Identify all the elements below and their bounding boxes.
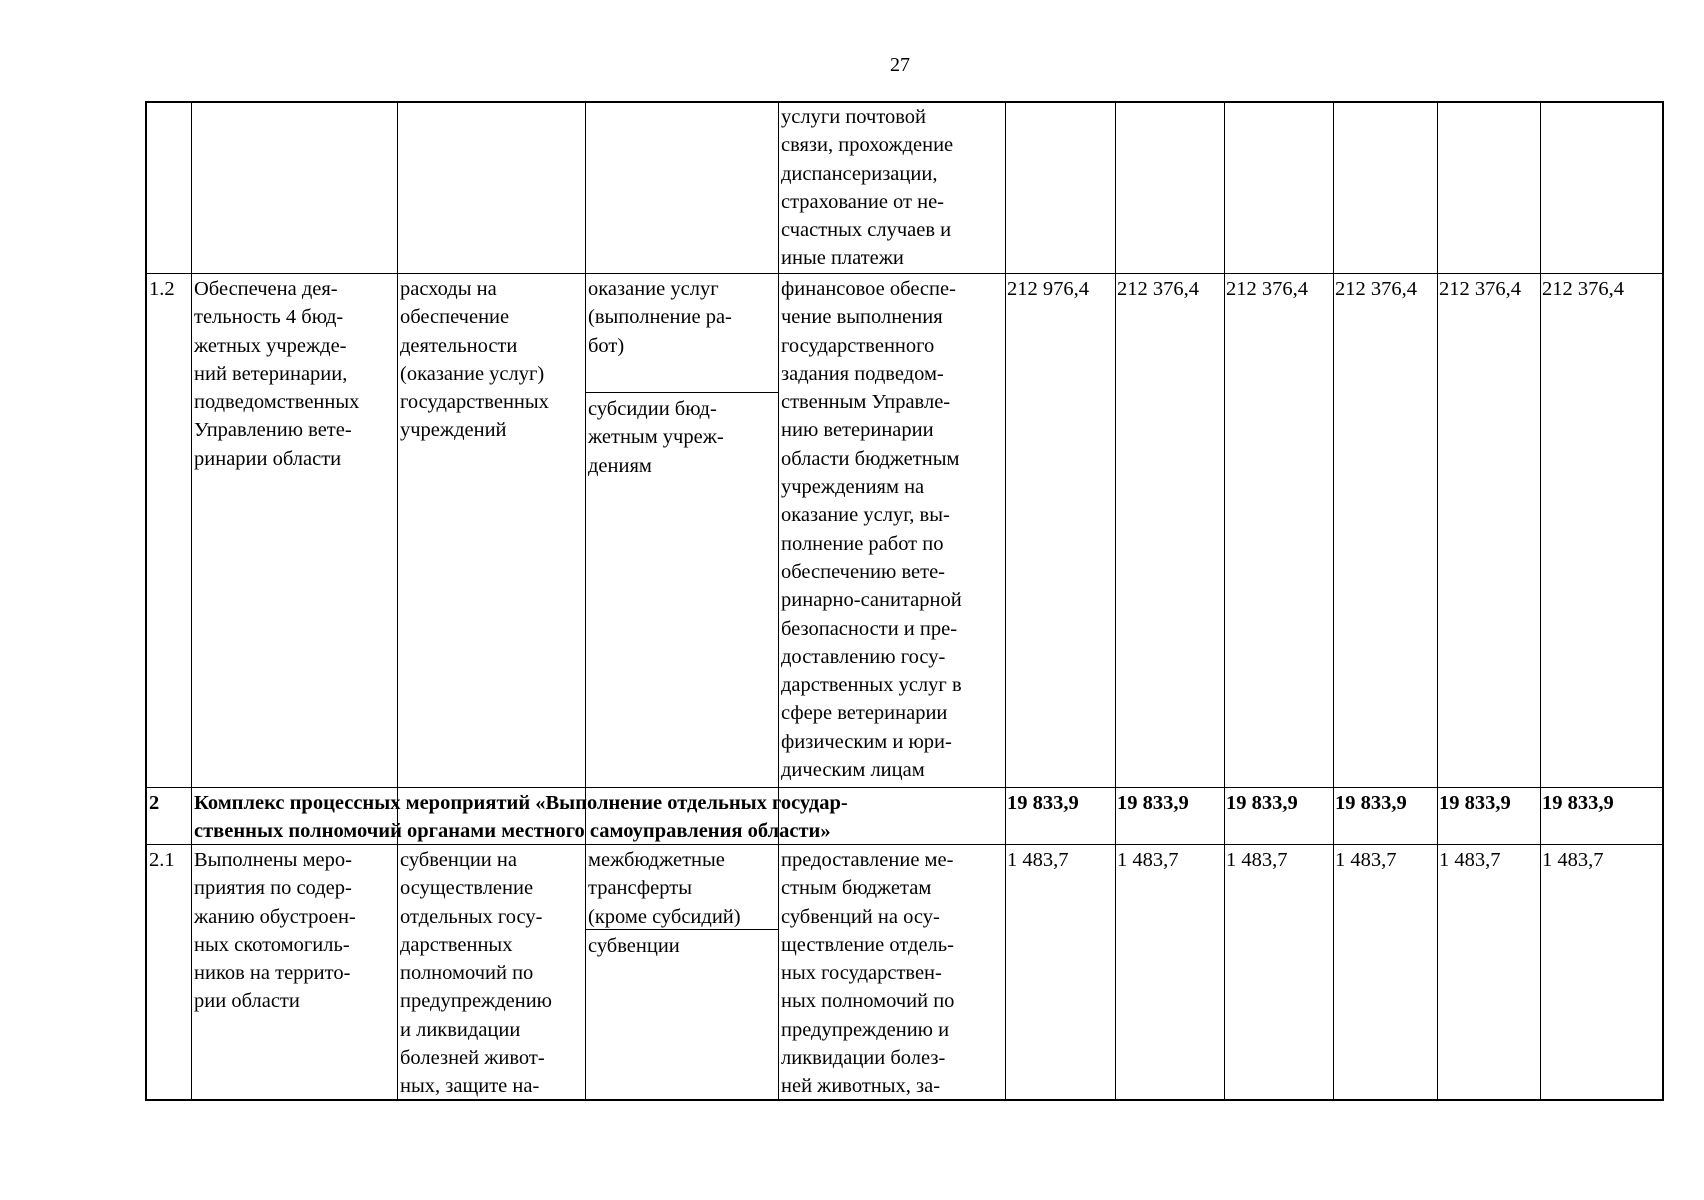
- value-cell: 19 833,9: [1542, 792, 1614, 814]
- col-divider: [778, 103, 779, 1099]
- value-cell: 1 483,7: [1542, 849, 1604, 871]
- col-divider: [1005, 103, 1006, 1099]
- continued-description: услуги почтовой связи, прохождение диспансеризации, страхование от не- счастных случаев и иные платежи: [781, 106, 954, 270]
- col-divider: [397, 103, 398, 1099]
- col-divider: [1540, 103, 1541, 1099]
- value-cell: 19 833,9: [1335, 792, 1407, 814]
- value-cell: 212 976,4: [1007, 278, 1089, 300]
- value-cell: 1 483,7: [1226, 849, 1288, 871]
- expense-type-top: межбюджетные трансферты (кроме субсидий): [588, 849, 741, 928]
- value-cell: 19 833,9: [1007, 792, 1079, 814]
- page-number: 27: [890, 54, 910, 76]
- row-number: 2: [149, 792, 160, 814]
- col-divider: [1333, 103, 1334, 1099]
- col-divider: [585, 103, 586, 1099]
- row-divider: [147, 787, 1664, 788]
- value-cell: 19 833,9: [1117, 792, 1189, 814]
- value-cell: 212 376,4: [1335, 278, 1417, 300]
- value-cell: 19 833,9: [1439, 792, 1511, 814]
- value-cell: 1 483,7: [1007, 849, 1069, 871]
- value-cell: 19 833,9: [1226, 792, 1298, 814]
- value-cell: 1 483,7: [1335, 849, 1397, 871]
- row-divider: [147, 273, 1664, 274]
- value-cell: 1 483,7: [1117, 849, 1179, 871]
- col-divider: [1115, 103, 1116, 1099]
- result-text: Обеспечена дея- тельность 4 бюд- жетных учрежде- ний ветеринарии, подведомственных Управлению вете- ринарии области: [194, 278, 360, 470]
- value-cell: 212 376,4: [1439, 278, 1521, 300]
- description-text: предоставление ме- стным бюджетам субвенций на осу- ществление отдель- ных государствен- ных полномочий по предупреждению и ликвидации болез- ней животных, за-: [781, 849, 955, 1098]
- value-cell: 212 376,4: [1226, 278, 1308, 300]
- row-number: 2.1: [149, 849, 175, 871]
- expense-type-bottom: субвенции: [588, 935, 680, 957]
- col-divider: [1437, 103, 1438, 1099]
- col-divider: [1224, 103, 1225, 1099]
- section-title: Комплекс процессных мероприятий «Выполнение отдельных государ- ственных полномочий органами местного самоуправления области»: [194, 792, 848, 843]
- value-cell: 212 376,4: [1117, 278, 1199, 300]
- result-text: Выполнены меро- приятия по содер- жанию обустроен- ных скотомогиль- ников на террито- рии области: [194, 849, 356, 1013]
- description-text: финансовое обеспе- чение выполнения государственного задания подведом- ственным Управле- нию ветеринарии области бюджетным учреждениям на оказание услуг, вы- полнение работ по обеспечению вете- ринарно-санитарной безопасности и пре- доставлению госу- дарственных услуг в сфере ветеринарии физическим и юри- дическим лицам: [781, 278, 962, 782]
- expense-text: субвенции на осуществление отдельных госу- дарственных полномочий по предупреждению и ликвидации болезней живот- ных, защите на-: [400, 849, 552, 1098]
- budget-table: [145, 101, 1664, 1101]
- subrow-divider: [585, 392, 778, 393]
- value-cell: 1 483,7: [1439, 849, 1501, 871]
- col-divider: [191, 103, 192, 1099]
- value-cell: 212 376,4: [1542, 278, 1624, 300]
- row-number: 1.2: [149, 278, 175, 300]
- expense-type-bottom: субсидии бюд- жетным учреж- дениям: [588, 398, 724, 477]
- expense-text: расходы на обеспечение деятельности (оказание услуг) государственных учреждений: [400, 278, 549, 442]
- expense-type-top: оказание услуг (выполнение ра- бот): [588, 278, 732, 357]
